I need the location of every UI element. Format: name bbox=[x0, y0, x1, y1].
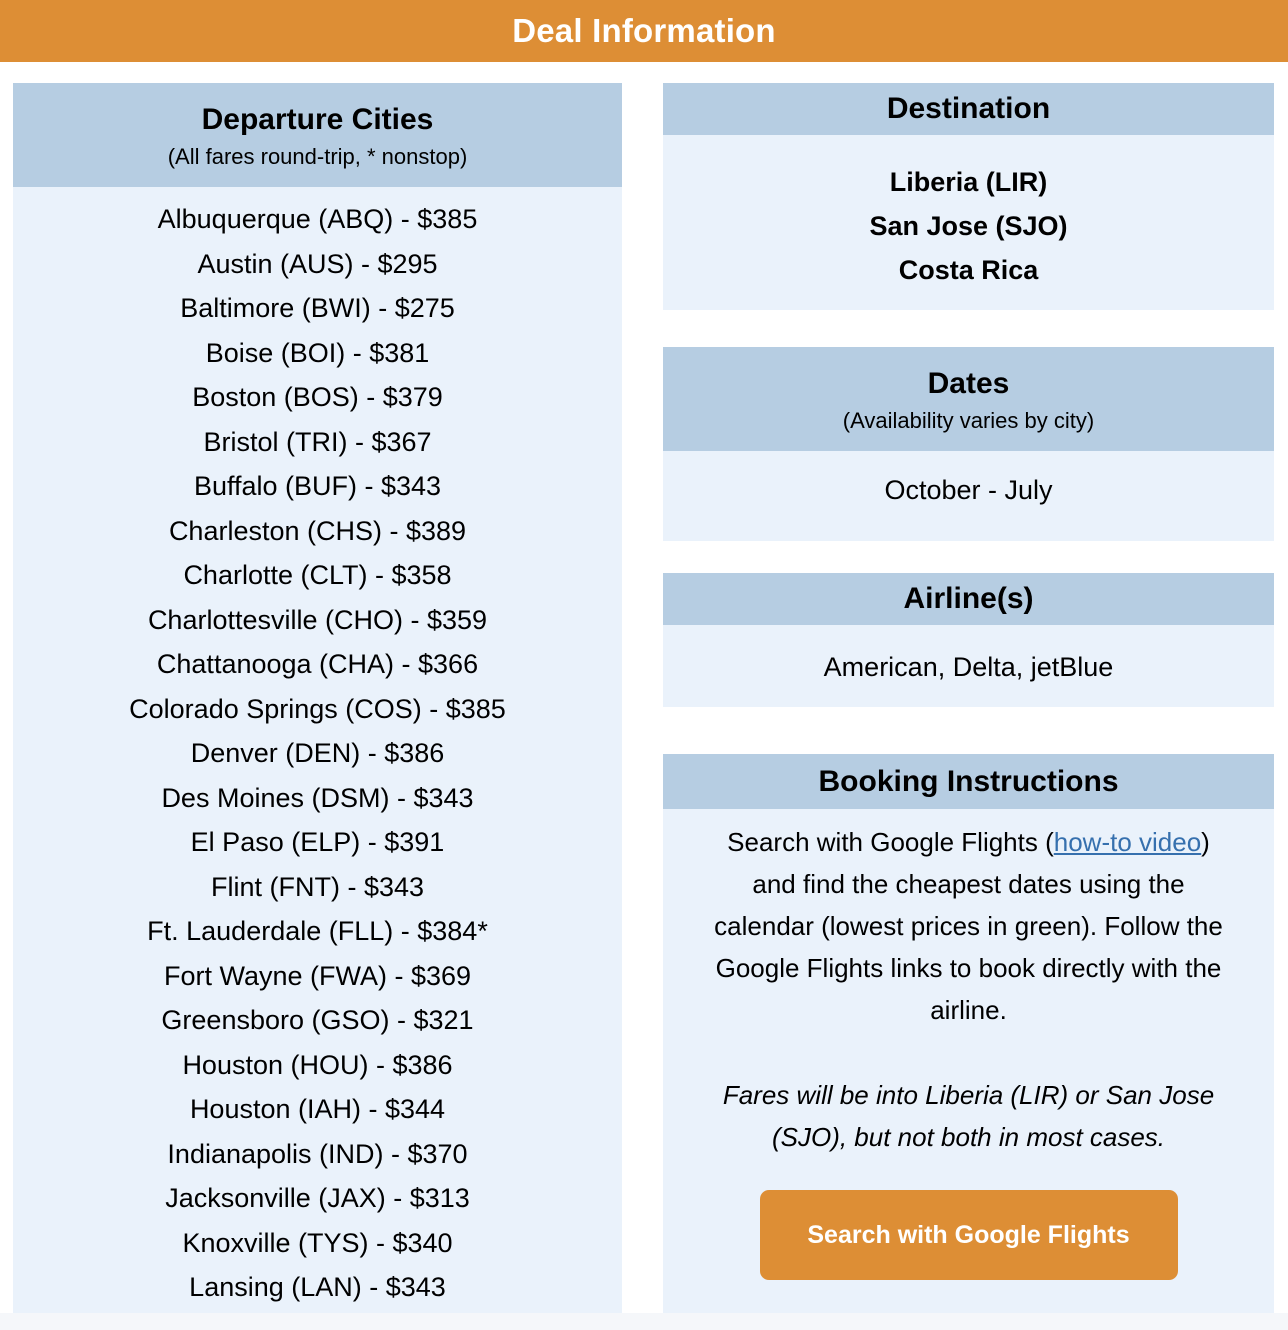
city-fare-line: Boise (BOI) - $381 bbox=[205, 337, 430, 368]
dates-subtitle: (Availability varies by city) bbox=[842, 408, 1095, 433]
airlines-panel bbox=[663, 573, 1274, 707]
city-fare-line: Indianapolis (IND) - $370 bbox=[167, 1138, 468, 1169]
city-fare-line: Houston (IAH) - $344 bbox=[189, 1094, 446, 1124]
right-column bbox=[663, 83, 1274, 1313]
dates-value: October - July bbox=[663, 451, 1274, 541]
city-fare-line: Greensboro (GSO) - $321 bbox=[161, 1005, 474, 1035]
city-fare-line: Buffalo (BUF) - $343 bbox=[193, 471, 442, 501]
destination-line: San Jose (SJO) bbox=[869, 211, 1068, 241]
booking-paragraph-start: Search with Google Flights ( bbox=[727, 827, 1054, 857]
city-fare-line: Knoxville (TYS) - $340 bbox=[182, 1227, 453, 1258]
city-fare-line: El Paso (ELP) - $391 bbox=[190, 827, 445, 857]
city-fare-line: Baltimore (BWI) - $275 bbox=[180, 293, 455, 323]
dates-title: Dates bbox=[927, 367, 1010, 400]
content-columns bbox=[0, 83, 1288, 1313]
city-fare-line: Fort Wayne (FWA) - $369 bbox=[163, 960, 472, 991]
departure-cities-subtitle: (All fares round-trip, * nonstop) bbox=[167, 144, 468, 169]
page-bottom-strip bbox=[0, 1313, 1288, 1330]
city-fare-line: Des Moines (DSM) - $343 bbox=[161, 782, 474, 813]
city-fare-line: Charlottesville (CHO) - $359 bbox=[147, 604, 488, 635]
dates-panel bbox=[663, 347, 1274, 541]
airlines-title: Airline(s) bbox=[903, 582, 1034, 615]
dates-panel-header bbox=[663, 347, 1274, 451]
booking-title: Booking Instructions bbox=[818, 764, 1119, 798]
city-fare-line: Lansing (LAN) - $343 bbox=[189, 1272, 446, 1302]
destination-line: Liberia (LIR) bbox=[889, 167, 1048, 197]
destination-panel bbox=[663, 83, 1274, 310]
city-fare-line: Colorado Springs (COS) - $385 bbox=[129, 693, 506, 724]
city-fare-line: Chattanooga (CHA) - $366 bbox=[156, 649, 479, 679]
booking-instructions-panel bbox=[663, 754, 1274, 1313]
booking-instructions-paragraph bbox=[707, 821, 1231, 1031]
city-fare-line: Ft. Lauderdale (FLL) - $384* bbox=[147, 916, 488, 946]
city-fare-line: Charlotte (CLT) - $358 bbox=[183, 560, 452, 590]
city-fare-line: Houston (HOU) - $386 bbox=[182, 1049, 453, 1080]
departure-cities-title: Departure Cities bbox=[201, 103, 434, 136]
city-fare-line: Austin (AUS) - $295 bbox=[197, 248, 438, 279]
city-fare-line: Charleston (CHS) - $389 bbox=[168, 515, 467, 546]
booking-panel-body bbox=[663, 809, 1274, 1313]
airlines-panel-header bbox=[663, 573, 1274, 625]
booking-panel-header bbox=[663, 754, 1274, 809]
deal-information-header-bar bbox=[0, 0, 1288, 62]
departure-cities-panel bbox=[13, 83, 622, 1313]
airlines-value: American, Delta, jetBlue bbox=[663, 625, 1274, 707]
search-google-flights-button[interactable]: Search with Google Flights bbox=[760, 1190, 1178, 1280]
city-fare-line: Bristol (TRI) - $367 bbox=[203, 426, 432, 457]
city-fare-line: Albuquerque (ABQ) - $385 bbox=[157, 204, 478, 234]
destination-panel-header bbox=[663, 83, 1274, 135]
city-fare-line: Denver (DEN) - $386 bbox=[190, 738, 445, 768]
fares-note: Fares will be into Liberia (LIR) or San Jose (SJO), but not both in most cases. bbox=[722, 1080, 1215, 1152]
city-fare-line: Jacksonville (JAX) - $313 bbox=[165, 1183, 470, 1213]
how-to-video-link[interactable]: how-to video bbox=[1053, 827, 1202, 857]
destination-line: Costa Rica bbox=[898, 255, 1039, 285]
booking-paragraph-end: ) and find the cheapest dates using the calendar (lowest prices in green). Follow the Google Flights links to book directly with the airline. bbox=[714, 827, 1223, 1025]
page-title: Deal Information bbox=[512, 12, 776, 49]
destination-list bbox=[663, 135, 1274, 310]
city-fare-line: Flint (FNT) - $343 bbox=[210, 871, 425, 902]
destination-title: Destination bbox=[886, 92, 1051, 125]
departure-cities-list bbox=[13, 187, 622, 1313]
departure-cities-panel-header bbox=[13, 83, 622, 187]
city-fare-line: Boston (BOS) - $379 bbox=[192, 382, 443, 412]
